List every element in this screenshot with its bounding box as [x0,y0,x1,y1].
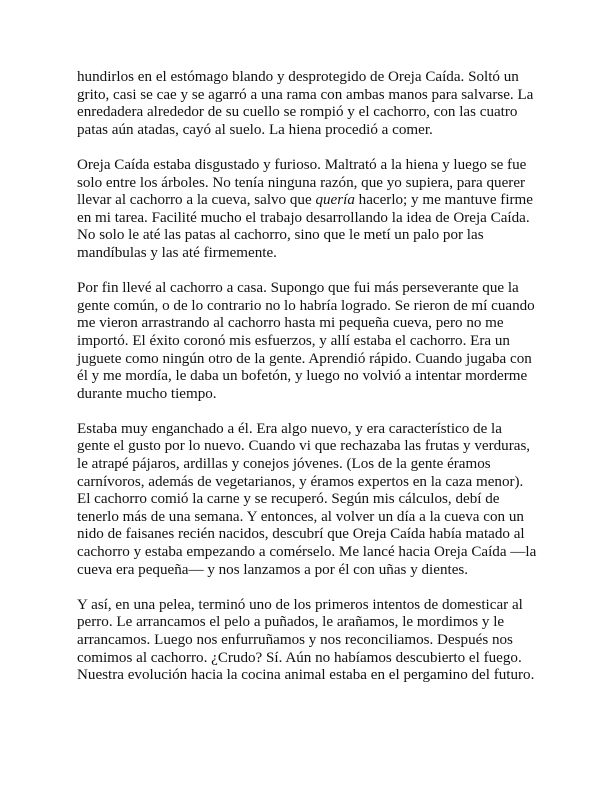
text-line: grito, casi se cae y se agarró a una rama con ambas manos para salvarse. La [77,86,534,103]
paragraph-2 [77,157,547,263]
text-line: nido de faisanes recién nacidos, descubrí que Oreja Caída había matado al [77,526,525,543]
text-line: gente el gusto por lo nuevo. Cuando vi que rechazaba las frutas y verduras, [77,438,531,455]
text-line: durante mucho tiempo. [77,385,217,402]
text-segment: hacerlo; y me mantuve firme [354,192,533,209]
text-line: No solo le até las patas al cachorro, sino que le metí un palo por las [77,227,484,244]
paragraph-4 [77,421,547,579]
text-line: arrancamos. Luego nos enfurruñamos y nos reconciliamos. Después nos [77,632,513,648]
text-line: comimos al cachorro. ¿Crudo? Sí. Aún no habíamos descubierto el fuego. [77,649,522,666]
text-line: en mi tarea. Facilité mucho el trabajo desarrollando la idea de Oreja Caída. [77,209,530,226]
text-line: gente común, o de lo contrario no lo habría logrado. Se rieron de mí cuando [77,297,535,314]
paragraph-1 [77,69,547,139]
text-line: juguete como ningún otro de la gente. Aprendió rápido. Cuando jugaba con [77,350,532,367]
text-line: Nuestra evolución hacia la cocina animal estaba en el pergamino del futuro. [77,667,535,684]
text-line: Estaba muy enganchado a él. Era algo nuevo, y era característico de la [77,420,502,437]
text-line: mandíbulas y las até firmemente. [77,244,277,261]
text-line: importó. El éxito coronó mis esfuerzos, y allí estaba el cachorro. Era un [77,332,510,349]
text-line: cachorro y estaba empezando a comérselo. Me lancé hacia Oreja Caída —la [77,544,537,561]
paragraph-5 [77,597,547,685]
text-segment: llevar al cachorro a la cueva, salvo que [77,192,316,209]
text-line-with-emphasis [77,192,547,210]
text-line: enredadera alrededor de su cuello se rompió y el cachorro, con las cuatro [77,104,518,121]
text-line: Por fin llevé al cachorro a casa. Supongo que fui más perseverante que la [77,280,519,297]
text-line: hundirlos en el estómago blando y desprotegido de Oreja Caída. Soltó un [77,69,519,85]
document-page [77,69,547,702]
emphasized-word: quería [315,192,355,209]
text-line: carnívoros, además de vegetarianos, y éramos expertos en la caza menor). [77,473,524,490]
text-line: El cachorro comió la carne y se recuperó. Según mis cálculos, debí de [77,491,500,508]
text-line: cueva era pequeña— y nos lanzamos a por él con uñas y dientes. [77,561,469,578]
text-line: Oreja Caída estaba disgustado y furioso. Maltrató a la hiena y luego se fue [77,156,527,173]
text-line: patas aún atadas, cayó al suelo. La hiena procedió a comer. [77,121,433,138]
text-line: le atrapé pájaros, ardillas y conejos jóvenes. (Los de la gente éramos [77,456,491,473]
text-line: perro. Le arrancamos el pelo a puñados, le arañamos, le mordimos y le [77,614,505,631]
text-line: solo entre los árboles. No tenía ninguna razón, que yo supiera, para querer [77,174,526,191]
text-line: me vieron arrastrando al cachorro hasta mi pequeña cueva, pero no me [77,315,504,332]
text-line: tenerlo más de una semana. Y entonces, al volver un día a la cueva con un [77,508,524,525]
paragraph-3 [77,280,547,403]
text-line: Y así, en una pelea, terminó uno de los primeros intentos de domesticar al [77,596,523,613]
text-line: él y me mordía, le daba un bofetón, y luego no volvió a intentar morderme [77,368,528,385]
